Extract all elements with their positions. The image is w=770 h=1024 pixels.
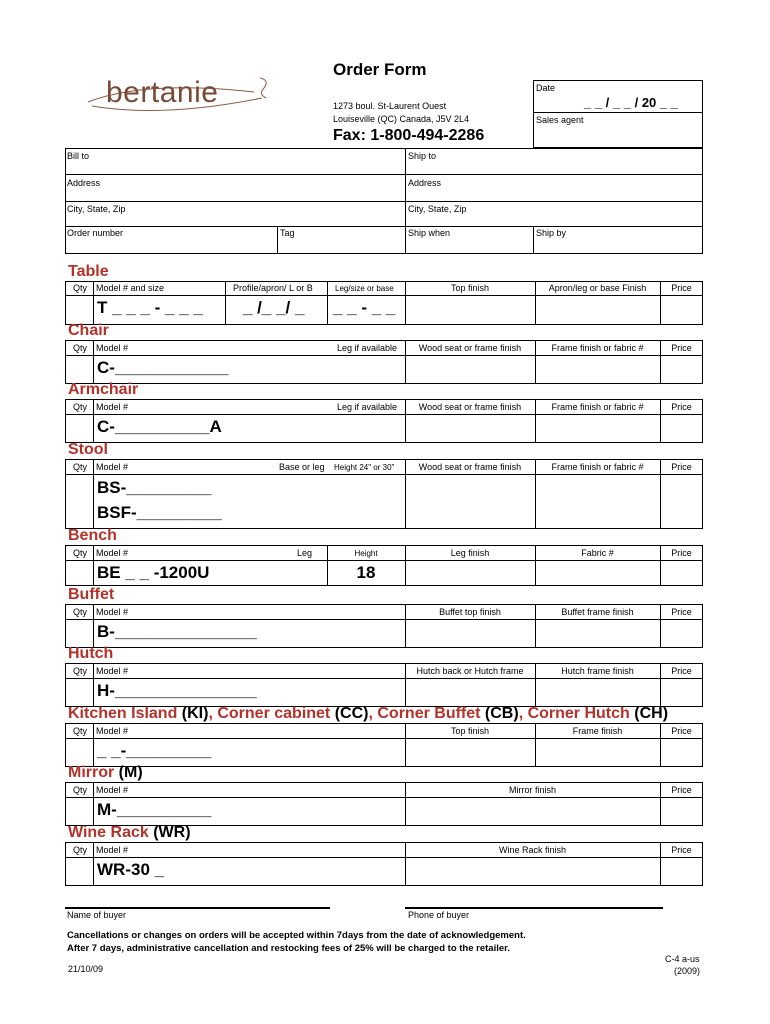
buffet-model-value[interactable]: B-_______________ [97, 622, 257, 641]
logo [84, 70, 284, 120]
price-header: Price [671, 666, 692, 676]
model-header: Model # [96, 845, 129, 855]
table-profile-value[interactable]: _ /_ _/ _ [243, 298, 305, 317]
buyer-phone-line[interactable] [405, 907, 663, 909]
leg-header: Leg if available [337, 343, 398, 353]
model-header: Model # [96, 785, 129, 795]
model-header: Model # [96, 402, 129, 412]
hutch-model-value[interactable]: H-_______________ [97, 681, 257, 700]
model-header: Model # [96, 548, 129, 558]
ship-to-field[interactable]: Ship to [408, 151, 437, 161]
date-box[interactable] [533, 80, 703, 113]
ship-by-field[interactable]: Ship by [536, 228, 567, 238]
date-label: Date [536, 83, 556, 93]
price-header: Price [671, 462, 692, 472]
hutch-back-header: Hutch back or Hutch frame [416, 666, 524, 676]
leg-size-header: Leg/size or base [335, 284, 394, 293]
qty-header: Qty [73, 343, 88, 353]
price-header: Price [671, 548, 692, 558]
leg-header: Leg [297, 548, 313, 558]
table-model-value[interactable]: T _ _ _ - _ _ _ [97, 298, 203, 317]
frame-finish-header: Frame finish [572, 726, 623, 736]
address-line-2: Louiseville (QC) Canada, J5V 2L4 [333, 114, 470, 124]
bench-model-value[interactable]: BE _ _ -1200U [97, 563, 210, 582]
qty-header: Qty [73, 283, 88, 293]
hutch-section-title: Hutch [68, 645, 114, 662]
qty-header: Qty [73, 607, 88, 617]
bench-section-title: Bench [68, 527, 117, 544]
wood-finish-header: Wood seat or frame finish [418, 462, 522, 472]
price-header: Price [671, 785, 692, 795]
price-header: Price [671, 343, 692, 353]
wine-rack-finish-header: Wine Rack finish [498, 845, 567, 855]
model-header: Model # [96, 607, 129, 617]
cancellation-notice: Cancellations or changes on orders will be accepted within 7days from the date of acknowledgement. [67, 930, 526, 941]
qty-header: Qty [73, 845, 88, 855]
base-header: Base or leg [279, 462, 325, 472]
form-year: (2009) [674, 966, 701, 976]
bill-address-field[interactable]: Address [67, 178, 101, 188]
fax-number: Fax: 1-800-494-2286 [333, 127, 485, 144]
apron-finish-header: Apron/leg or base Finish [548, 283, 647, 293]
leg-finish-header: Leg finish [450, 548, 490, 558]
bill-city-field[interactable]: City, State, Zip [67, 204, 126, 214]
ship-address-field[interactable]: Address [408, 178, 442, 188]
table-section-title: Table [68, 263, 109, 280]
buffet-top-header: Buffet top finish [439, 607, 501, 617]
buffet-frame-header: Buffet frame finish [561, 607, 634, 617]
price-header: Price [671, 283, 692, 293]
wine-rack-model-value[interactable]: WR-30 _ [97, 860, 165, 879]
qty-header: Qty [73, 548, 88, 558]
model-header: Model # [96, 343, 129, 353]
armchair-model-value[interactable]: C-__________A [97, 417, 222, 436]
armchair-section-title: Armchair [68, 381, 139, 398]
restocking-notice: After 7 days, administrative cancellation and restocking fees of 25% will be charged to the retailer. [67, 943, 510, 954]
table-leg-value[interactable]: _ _ - _ _ [333, 298, 396, 317]
bill-to-field[interactable]: Bill to [67, 151, 90, 161]
qty-header: Qty [73, 462, 88, 472]
stool-bsf-value[interactable]: BSF-_________ [97, 503, 222, 522]
fabric-header: Fabric # [581, 548, 614, 558]
price-header: Price [671, 726, 692, 736]
kitchen-model-value[interactable]: _ _-_________ [97, 741, 212, 760]
mirror-finish-header: Mirror finish [508, 785, 556, 795]
model-header: Model # [96, 462, 129, 472]
wood-finish-header: Wood seat or frame finish [418, 402, 522, 412]
top-finish-header: Top finish [450, 726, 490, 736]
mirror-model-value[interactable]: M-__________ [97, 800, 212, 819]
wine-rack-section-title: Wine Rack (WR) [68, 824, 191, 841]
chair-section-title: Chair [68, 322, 109, 339]
date-value: _ _ / _ _ / 20 _ _ [584, 95, 678, 110]
wood-finish-header: Wood seat or frame finish [418, 343, 522, 353]
sales-agent-label: Sales agent [536, 115, 584, 125]
bench-height-value[interactable]: 18 [356, 563, 376, 582]
buyer-name-line[interactable] [65, 907, 330, 909]
height-header: Height [354, 549, 378, 558]
price-header: Price [671, 845, 692, 855]
qty-header: Qty [73, 785, 88, 795]
form-code: C-4 a-us [665, 954, 700, 964]
ship-when-field[interactable]: Ship when [408, 228, 451, 238]
logo-text: bertanie [106, 76, 219, 109]
price-header: Price [671, 402, 692, 412]
revision-date: 21/10/09 [68, 964, 104, 974]
leg-header: Leg if available [337, 402, 398, 412]
qty-header: Qty [73, 726, 88, 736]
top-finish-header: Top finish [450, 283, 490, 293]
profile-header: Profile/apron/ L or B [233, 283, 313, 293]
address-line-1: 1273 boul. St-Laurent Ouest [333, 101, 447, 111]
frame-finish-header: Frame finish or fabric # [551, 462, 644, 472]
qty-header: Qty [73, 666, 88, 676]
model-header: Model # [96, 666, 129, 676]
chair-model-value[interactable]: C-____________ [97, 358, 229, 377]
model-header: Model # [96, 726, 129, 736]
tag-field[interactable]: Tag [280, 228, 295, 238]
model-header: Model # and size [96, 283, 165, 293]
stool-bs-value[interactable]: BS-_________ [97, 478, 212, 497]
mirror-section-title: Mirror (M) [68, 764, 143, 781]
name-of-buyer-label: Name of buyer [67, 910, 127, 920]
height-header: Height 24" or 30" [334, 463, 395, 472]
buffet-section-title: Buffet [68, 586, 115, 603]
frame-finish-header: Frame finish or fabric # [551, 402, 644, 412]
qty-header: Qty [73, 402, 88, 412]
frame-finish-header: Frame finish or fabric # [551, 343, 644, 353]
page-title: Order Form [333, 60, 427, 79]
stool-section-title: Stool [68, 441, 108, 458]
price-header: Price [671, 607, 692, 617]
sales-agent-box[interactable] [533, 112, 703, 148]
ship-city-field[interactable]: City, State, Zip [408, 204, 467, 214]
hutch-frame-header: Hutch frame finish [561, 666, 634, 676]
phone-of-buyer-label: Phone of buyer [408, 910, 470, 920]
kitchen-section-title: Kitchen Island (KI), Corner cabinet (CC), Corner Buffet (CB), Corner Hutch (CH) [68, 705, 669, 722]
order-number-field[interactable]: Order number [67, 228, 124, 238]
